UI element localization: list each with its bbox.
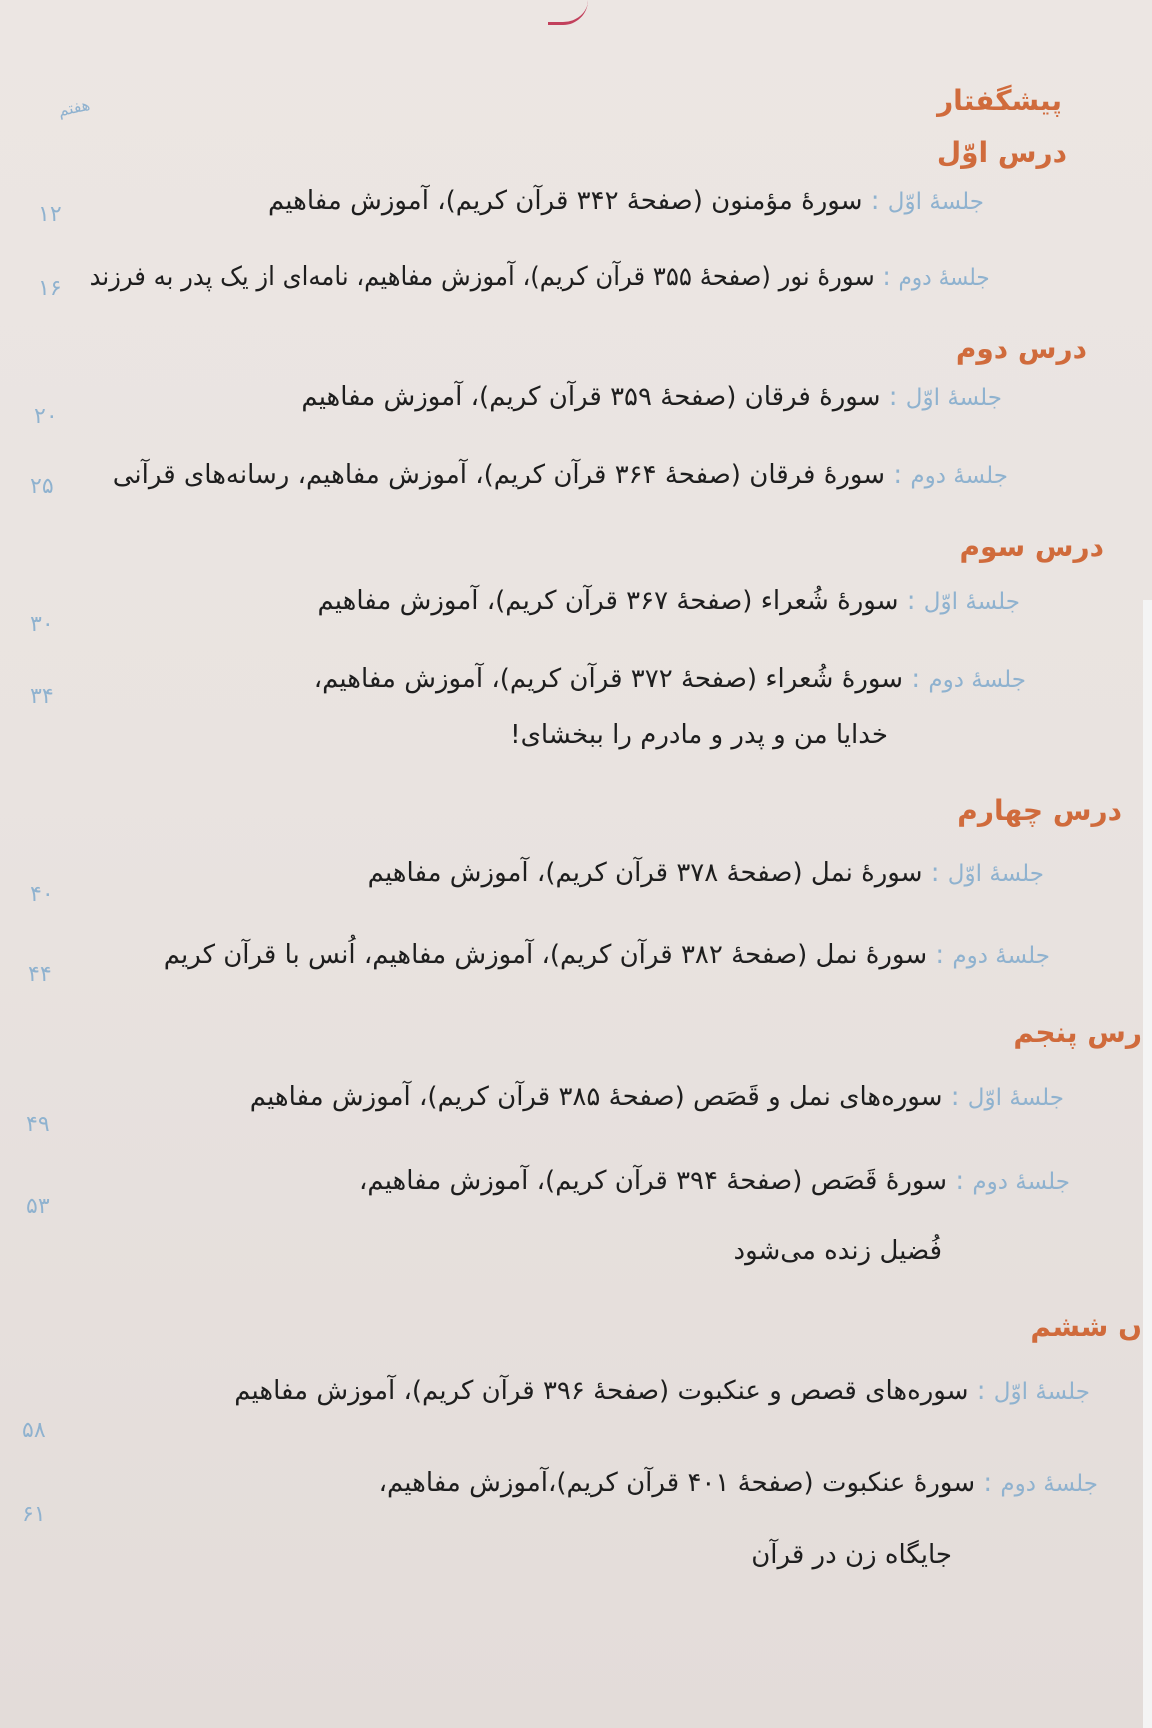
page-number: ۴۴ — [28, 962, 52, 987]
page-number: ۴۹ — [26, 1112, 50, 1137]
page-number: ۱۲ — [38, 202, 62, 227]
separator: : — [888, 382, 898, 412]
page-number: ۱۶ — [38, 276, 62, 301]
page-top-decoration — [548, 0, 588, 25]
session-title: سوره‌های نمل و قَصَص (صفحهٔ ۳۸۵ قرآن کریم)، آموزش مفاهیم — [249, 1082, 943, 1112]
session-title: سورهٔ نور (صفحهٔ ۳۵۵ قرآن کریم)، آموزش مفاهیم، نامه‌ای از یک پدر به فرزند — [89, 262, 876, 292]
separator: : — [911, 664, 921, 694]
lesson-title: درس دوم — [955, 332, 1087, 365]
page-number: ۲۵ — [30, 474, 54, 499]
session-title: سورهٔ نمل (صفحهٔ ۳۷۸ قرآن کریم)، آموزش مفاهیم — [367, 858, 923, 888]
session-label: جلسهٔ اوّل — [967, 1085, 1064, 1111]
session-label: جلسهٔ اوّل — [923, 589, 1020, 615]
toc-entry[interactable] — [113, 460, 1008, 490]
separator: : — [955, 1166, 965, 1196]
session-label: جلسهٔ اوّل — [905, 385, 1002, 411]
page-number: ۵۸ — [22, 1418, 46, 1443]
session-label: جلسهٔ اوّل — [993, 1379, 1090, 1405]
lesson-title: درس چهارم — [957, 794, 1122, 827]
session-title: سورهٔ قَصَص (صفحهٔ ۳۹۴ قرآن کریم)، آموزش مفاهیم، — [359, 1166, 948, 1196]
page-number: ۲۰ — [34, 404, 58, 429]
page-number: ۶۱ — [22, 1502, 46, 1527]
session-title-continuation: فُضیل زنده می‌شود — [733, 1236, 942, 1266]
session-label: جلسهٔ دوم — [952, 943, 1050, 969]
session-title: سوره‌های قصص و عنکبوت (صفحهٔ ۳۹۶ قرآن کریم)، آموزش مفاهیم — [234, 1376, 969, 1406]
lesson-title: رس پنجم — [1013, 1016, 1142, 1049]
toc-entry[interactable] — [250, 1082, 1064, 1112]
page-number: ۴۰ — [30, 882, 54, 907]
separator: : — [893, 460, 903, 490]
session-title-continuation: خدایا من و پدر و مادرم را ببخشای! — [510, 720, 888, 750]
session-label: جلسهٔ دوم — [898, 265, 990, 291]
page-number: ۳۴ — [30, 684, 54, 709]
toc-entry[interactable] — [359, 1166, 1070, 1196]
session-label: جلسهٔ دوم — [1000, 1471, 1098, 1497]
session-label: جلسهٔ دوم — [910, 463, 1008, 489]
toc-entry[interactable] — [317, 586, 1020, 616]
separator: : — [976, 1376, 986, 1406]
toc-entry[interactable] — [234, 1376, 1090, 1406]
separator: : — [930, 858, 940, 888]
toc-entry[interactable] — [314, 664, 1026, 694]
toc-entry[interactable] — [368, 858, 1044, 888]
toc-entry[interactable] — [268, 186, 984, 216]
page-number: ۵۳ — [26, 1194, 50, 1219]
separator: : — [906, 586, 916, 616]
intro-heading: پیشگفتار — [937, 84, 1062, 117]
separator: : — [870, 186, 880, 216]
separator: : — [935, 940, 945, 970]
toc-entry[interactable] — [301, 382, 1002, 412]
page-edge — [1143, 600, 1152, 1728]
session-title: سورهٔ شُعراء (صفحهٔ ۳۷۲ قرآن کریم)، آموزش مفاهیم، — [313, 664, 904, 694]
session-title: سورهٔ نمل (صفحهٔ ۳۸۲ قرآن کریم)، آموزش مفاهیم، اُنس با قرآن کریم — [163, 940, 928, 970]
separator: : — [983, 1468, 993, 1498]
toc-entry[interactable] — [164, 940, 1050, 970]
session-title: سورهٔ فرقان (صفحهٔ ۳۶۴ قرآن کریم)، آموزش مفاهیم، رسانه‌های قرآنی — [112, 460, 886, 490]
toc-entry[interactable] — [90, 262, 990, 292]
page-number: ۳۰ — [30, 612, 54, 637]
corner-grade-label: هفتم — [56, 94, 92, 121]
session-title: سورهٔ فرقان (صفحهٔ ۳۵۹ قرآن کریم)، آموزش مفاهیم — [301, 382, 881, 412]
separator: : — [950, 1082, 960, 1112]
session-label: جلسهٔ اوّل — [887, 189, 984, 215]
lesson-title: ں ششم — [1030, 1310, 1142, 1343]
session-label: جلسهٔ اوّل — [947, 861, 1044, 887]
session-title: سورهٔ مؤمنون (صفحهٔ ۳۴۲ قرآن کریم)، آموزش مفاهیم — [267, 186, 863, 216]
session-label: جلسهٔ دوم — [928, 667, 1026, 693]
lesson-title: درس سوم — [959, 530, 1104, 563]
session-title: سورهٔ شُعراء (صفحهٔ ۳۶۷ قرآن کریم)، آموزش مفاهیم — [317, 586, 899, 616]
session-title-continuation: جایگاه زن در قرآن — [751, 1540, 952, 1570]
session-title: سورهٔ عنکبوت (صفحهٔ ۴۰۱ قرآن کریم)،آموزش مفاهیم، — [378, 1468, 976, 1498]
session-label: جلسهٔ دوم — [972, 1169, 1070, 1195]
lesson-title: درس اوّل — [936, 136, 1067, 169]
separator: : — [882, 262, 892, 292]
toc-entry[interactable] — [379, 1468, 1098, 1498]
